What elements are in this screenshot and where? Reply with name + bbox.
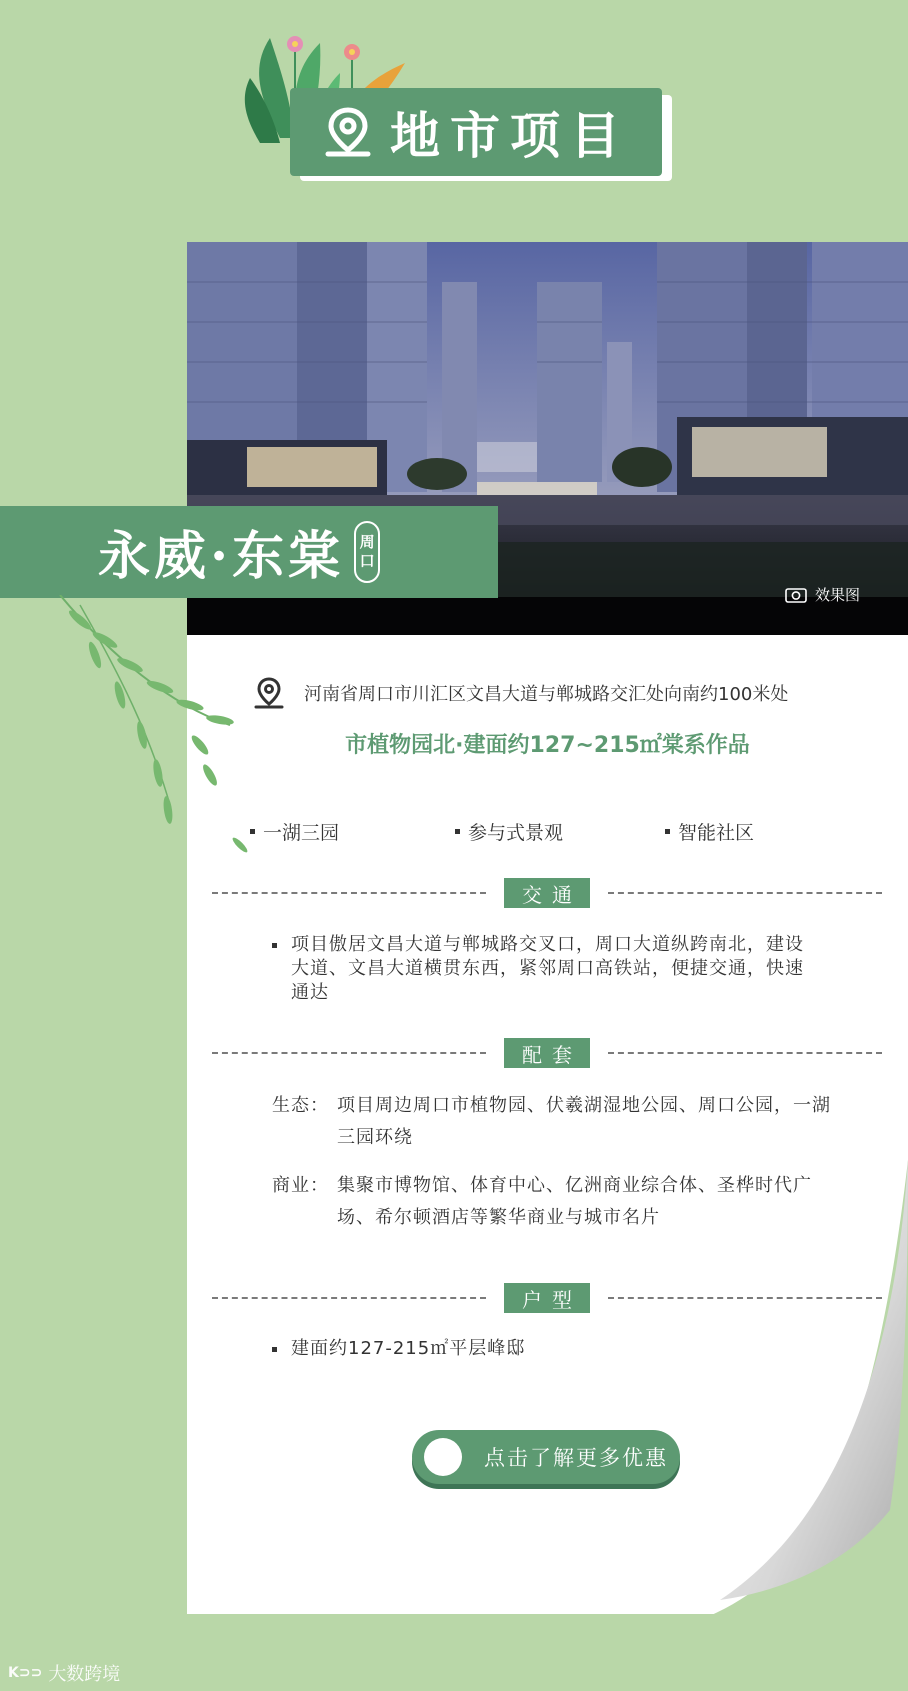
business-text: 集聚市博物馆、体育中心、亿洲商业综合体、圣桦时代广场、希尔顿酒店等繁华商业与城市名片 [337,1175,812,1228]
city-tag [354,521,380,583]
bullet-dot [665,829,670,834]
page-title: 地市项目 [390,106,630,165]
feature-item [455,818,563,845]
learn-more-button[interactable] [412,1430,680,1484]
bullet-dot [250,829,255,834]
feature-item [665,818,754,845]
eco-row [272,1090,837,1154]
page-curl-decoration [620,1160,908,1620]
project-name-text: 永威·东棠 [98,526,345,587]
feature-label: 一湖三园 [263,822,340,844]
business-label: 商业： [272,1175,329,1196]
learn-more-label: 点击了解更多优惠 [484,1446,668,1470]
project-name [98,514,380,589]
bullet-dot [272,1347,277,1352]
section-title: 户型 [504,1283,590,1313]
watermark [8,1660,120,1686]
title-badge [290,88,662,176]
eco-label: 生态： [272,1095,329,1116]
willow-branch-icon [50,595,260,855]
city-char-1: 周 [359,532,375,551]
watermark-logo-icon: K⊃⊃ [8,1665,43,1681]
location-pin-icon [322,106,374,158]
city-char-2: 口 [359,551,375,570]
location-pin-icon [252,676,286,710]
section-title: 配套 [504,1038,590,1068]
bullet-dot [272,943,277,948]
divider [608,892,882,894]
photo-caption [785,584,860,605]
divider [608,1052,882,1054]
camera-icon [785,587,807,603]
traffic-bullet [272,933,811,1005]
bullet-dot [455,829,460,834]
caption-text: 效果图 [814,586,860,604]
button-circle-icon [424,1438,462,1476]
project-subtitle: 市植物园北·建面约127~215㎡棠系作品 [345,733,750,758]
divider [212,1297,486,1299]
address-row [252,676,788,710]
divider [212,1052,486,1054]
feature-label: 参与式景观 [468,822,564,844]
divider [212,892,486,894]
layout-text: 建面约127-215㎡平层峰邸 [291,1338,526,1359]
traffic-text: 项目傲居文昌大道与郸城路交叉口，周口大道纵跨南北，建设大道、文昌大道横贯东西，紧邻周口高铁站，便捷交通，快速通达 [291,934,804,1003]
feature-item [250,818,339,845]
watermark-text: 大数跨境 [48,1664,121,1685]
section-header-facilities [212,1037,882,1069]
address-text: 河南省周口市川汇区文昌大道与郸城路交汇处向南约100米处 [304,684,789,705]
section-title: 交通 [504,878,590,908]
section-header-traffic [212,877,882,909]
eco-text: 项目周边周口市植物园、伏羲湖湿地公园、周口公园，一湖三园环绕 [337,1095,831,1148]
feature-label: 智能社区 [678,822,755,844]
feature-list [250,818,810,848]
